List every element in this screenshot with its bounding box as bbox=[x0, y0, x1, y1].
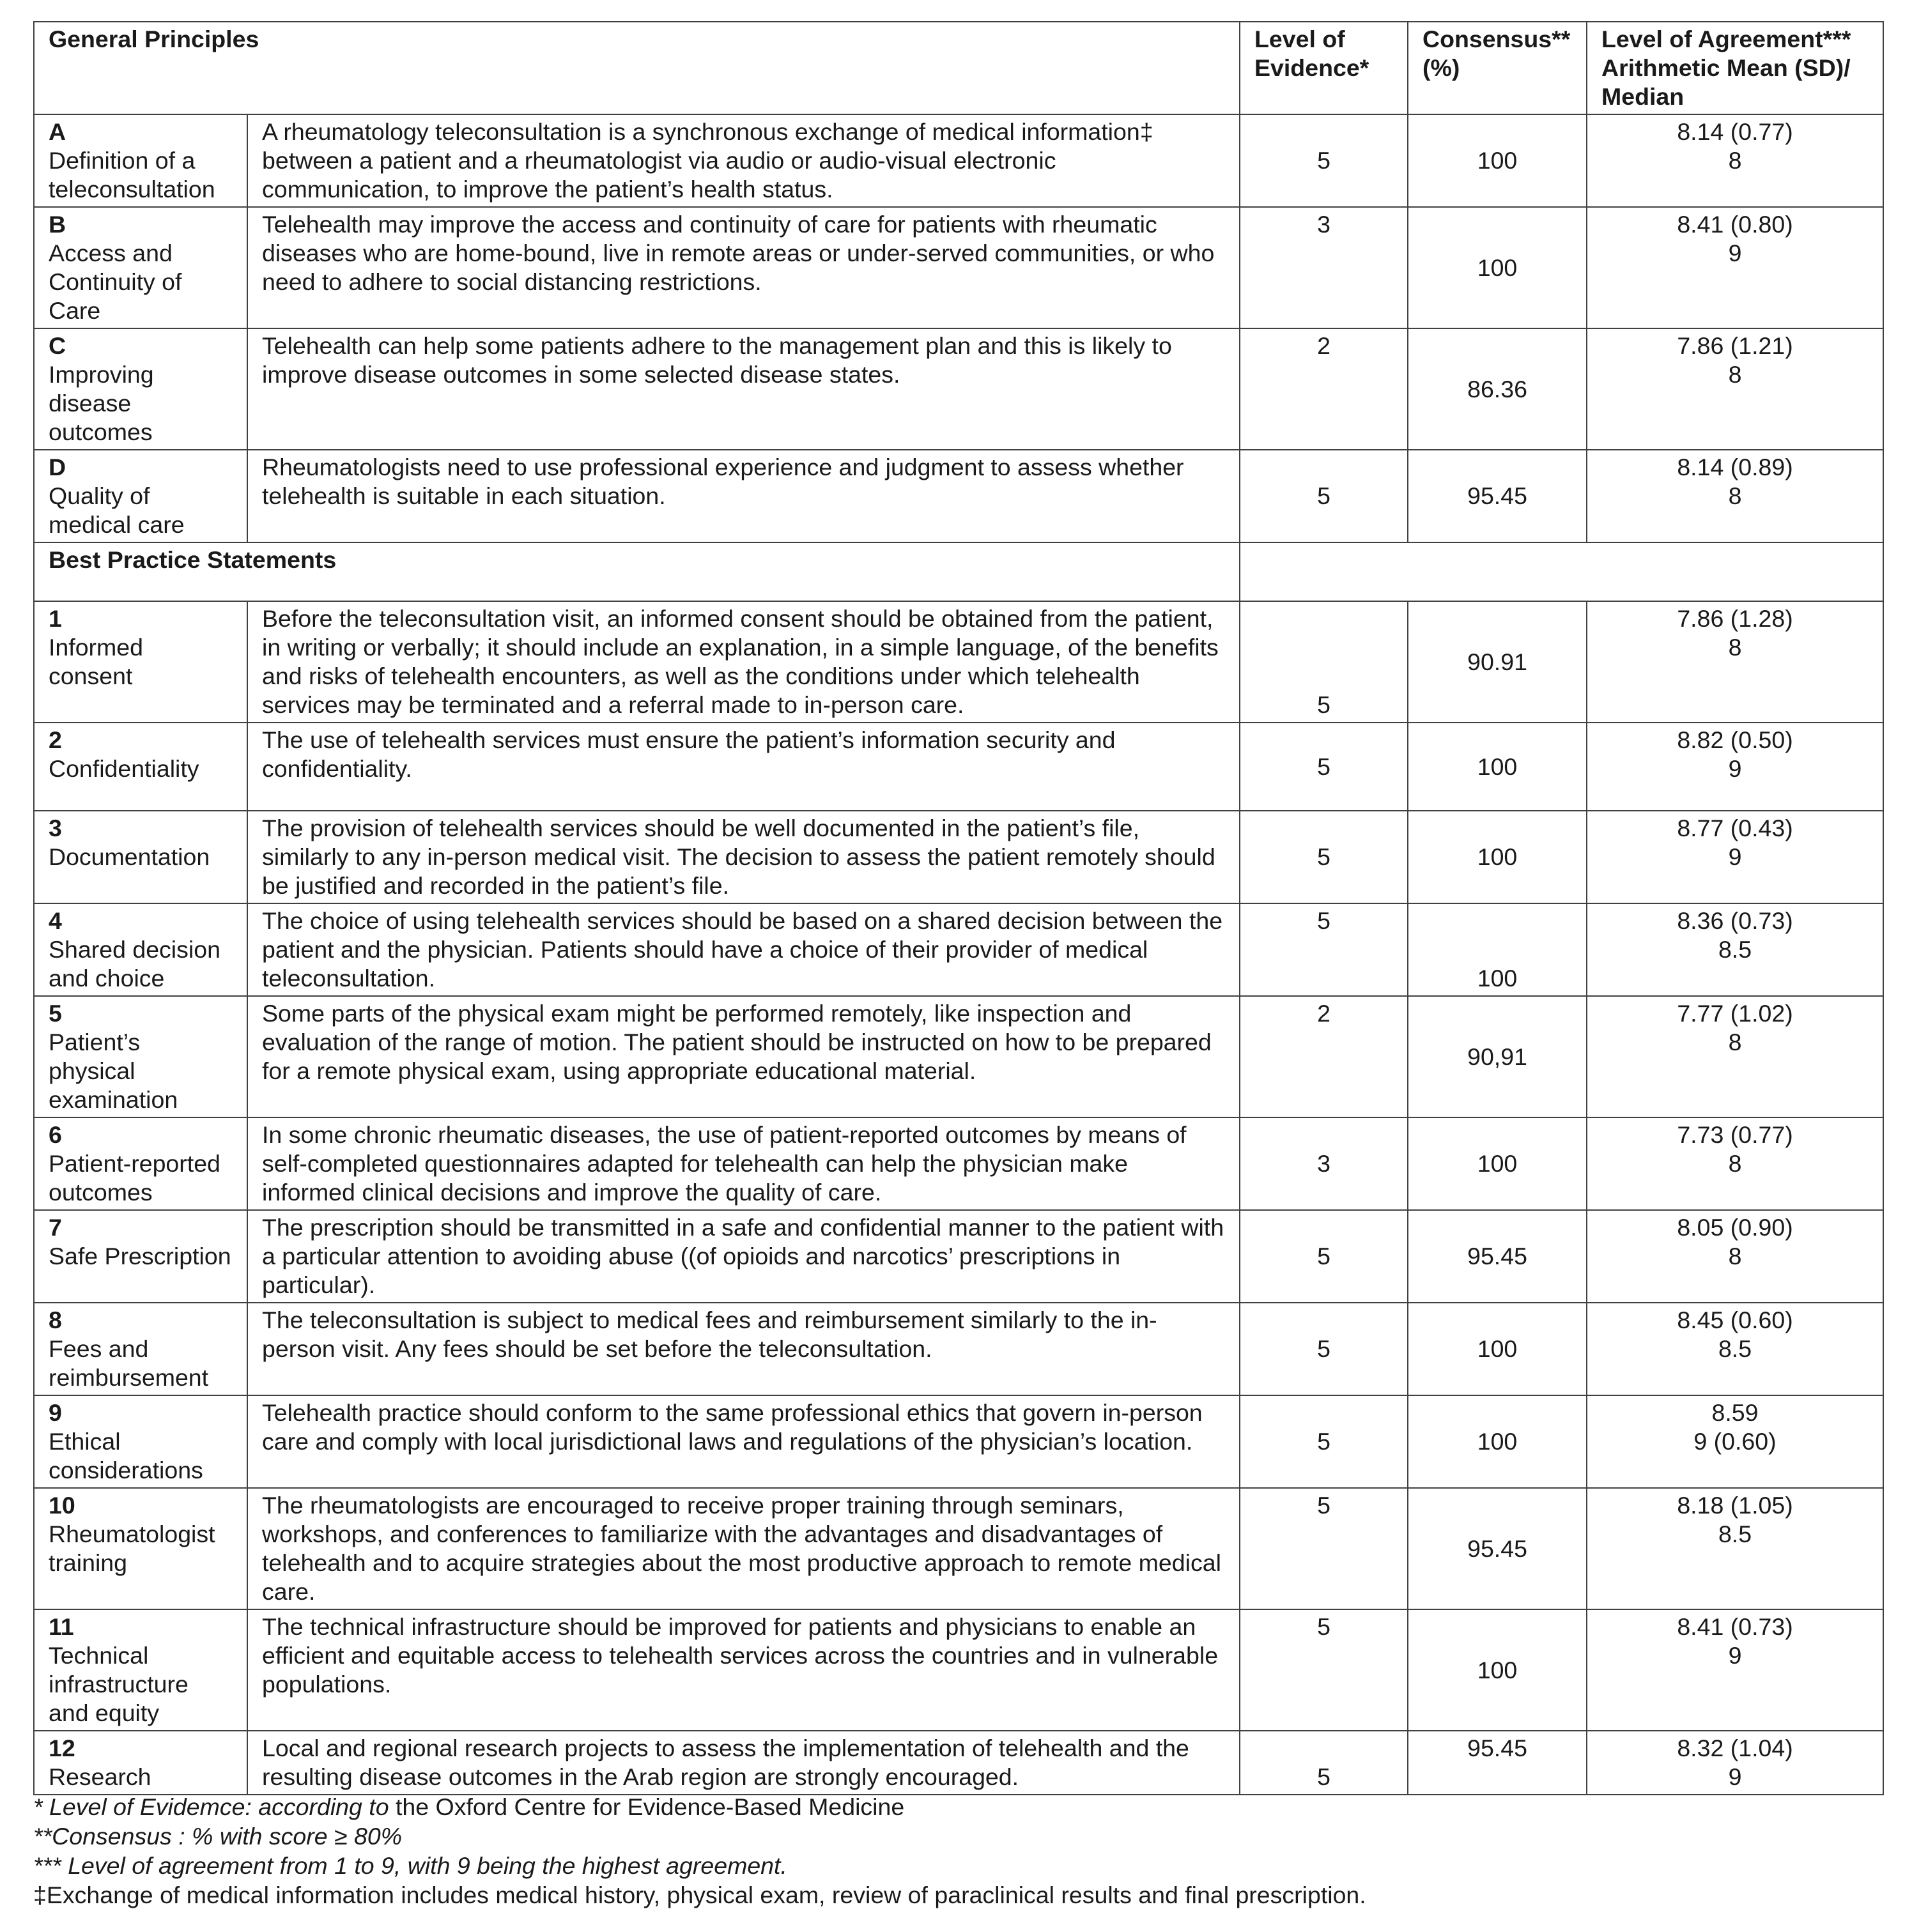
statement-cell: Telehealth may improve the access and continuity of care for patients with rheumatic diseases who are home-bound, live in remote areas or under-served communities, or who need to adhere to social distancing restrictions. bbox=[247, 207, 1240, 328]
level-of-evidence-cell: 5 bbox=[1240, 1609, 1408, 1731]
row-code: 2 bbox=[49, 726, 62, 753]
footnote-1-italic: * Level of Evidemce: according to bbox=[33, 1793, 389, 1820]
level-of-evidence-cell: 5 bbox=[1240, 114, 1408, 207]
agreement-header: Level of Agreement*** Arithmetic Mean (SD)/ Median bbox=[1587, 22, 1883, 114]
agreement-median: 8 bbox=[1728, 361, 1742, 388]
agreement-mean: 8.45 (0.60) bbox=[1677, 1307, 1793, 1333]
agreement-mean: 7.86 (1.21) bbox=[1677, 332, 1793, 359]
statement-cell: A rheumatology teleconsultation is a synchronous exchange of medical information‡ between a patient and a rheumatologist via audio or audio-visual electronic communication, to improve the patient’s health status. bbox=[247, 114, 1240, 207]
agreement-mean: 7.77 (1.02) bbox=[1677, 1000, 1793, 1027]
consensus-cell: 100 bbox=[1408, 1609, 1587, 1731]
row-topic: Quality of medical care bbox=[49, 482, 185, 538]
topic-cell bbox=[34, 723, 247, 811]
agreement-median: 9 bbox=[1728, 1642, 1742, 1669]
topic-cell bbox=[34, 1395, 247, 1488]
table-row bbox=[34, 811, 1883, 903]
consensus-cell: 100 bbox=[1408, 903, 1587, 996]
consensus-cell: 100 bbox=[1408, 114, 1587, 207]
level-of-evidence-cell: 5 bbox=[1240, 1488, 1408, 1609]
topic-cell bbox=[34, 1117, 247, 1210]
agreement-mean: 8.41 (0.73) bbox=[1677, 1613, 1793, 1640]
agreement-cell bbox=[1587, 903, 1883, 996]
agreement-median: 9 bbox=[1728, 755, 1742, 782]
statement-cell: The choice of using telehealth services should be based on a shared decision between the patient and the physician. Patients should have a choice of their provider of medical teleconsultation. bbox=[247, 903, 1240, 996]
consensus-header: Consensus** (%) bbox=[1408, 22, 1587, 114]
level-of-evidence-cell: 5 bbox=[1240, 1303, 1408, 1395]
consensus-cell: 90.91 bbox=[1408, 601, 1587, 723]
row-topic: Fees and reimbursement bbox=[49, 1335, 209, 1391]
footnote-1-plain: the Oxford Centre for Evidence-Based Medicine bbox=[389, 1793, 905, 1820]
statement-cell: The technical infrastructure should be improved for patients and physicians to enable an efficient and equitable access to telehealth services across the countries and in vulnerable populations. bbox=[247, 1609, 1240, 1731]
agreement-median: 8 bbox=[1728, 634, 1742, 661]
consensus-cell: 95.45 bbox=[1408, 1488, 1587, 1609]
level-of-evidence-cell: 3 bbox=[1240, 1117, 1408, 1210]
table-row bbox=[34, 1731, 1883, 1795]
row-topic: Documentation bbox=[49, 843, 210, 870]
topic-cell bbox=[34, 1210, 247, 1303]
consensus-cell: 95.45 bbox=[1408, 1731, 1587, 1795]
topic-cell bbox=[34, 114, 247, 207]
statement-cell: The provision of telehealth services should be well documented in the patient’s file, similarly to any in-person medical visit. The decision to assess the patient remotely should be justified and recorded in the patient’s file. bbox=[247, 811, 1240, 903]
agreement-mean: 8.36 (0.73) bbox=[1677, 907, 1793, 934]
footnote-consensus: **Consensus : % with score ≥ 80% bbox=[33, 1823, 403, 1850]
topic-cell bbox=[34, 1303, 247, 1395]
agreement-median: 8 bbox=[1728, 1029, 1742, 1055]
footnotes bbox=[33, 1792, 1874, 1910]
level-of-evidence-cell: 5 bbox=[1240, 601, 1408, 723]
table-row bbox=[34, 1117, 1883, 1210]
level-of-evidence-cell: 2 bbox=[1240, 328, 1408, 450]
agreement-mean: 7.86 (1.28) bbox=[1677, 605, 1793, 632]
agreement-cell bbox=[1587, 996, 1883, 1117]
best-practice-heading-row bbox=[34, 542, 1883, 601]
statement-cell: The teleconsultation is subject to medical fees and reimbursement similarly to the in-person visit. Any fees should be set before the teleconsultation. bbox=[247, 1303, 1240, 1395]
table-row bbox=[34, 1488, 1883, 1609]
agreement-mean: 8.05 (0.90) bbox=[1677, 1214, 1793, 1241]
consensus-cell: 90,91 bbox=[1408, 996, 1587, 1117]
agreement-cell bbox=[1587, 1395, 1883, 1488]
statement-cell: Telehealth practice should conform to the same professional ethics that govern in-person care and comply with local jurisdictional laws and regulations of the physician’s location. bbox=[247, 1395, 1240, 1488]
table-row bbox=[34, 114, 1883, 207]
table-row bbox=[34, 723, 1883, 811]
row-code: 10 bbox=[49, 1492, 75, 1519]
row-topic: Access and Continuity of Care bbox=[49, 240, 182, 324]
agreement-mean: 8.18 (1.05) bbox=[1677, 1492, 1793, 1519]
agreement-mean: 8.59 bbox=[1711, 1399, 1759, 1426]
footnote-level-of-evidence bbox=[33, 1792, 1874, 1821]
statement-cell: In some chronic rheumatic diseases, the use of patient-reported outcomes by means of self-completed questionnaires adapted for telehealth can help the physician make informed clinical decisions and improve the quality of care. bbox=[247, 1117, 1240, 1210]
best-practice-heading: Best Practice Statements bbox=[34, 542, 1240, 601]
agreement-cell bbox=[1587, 723, 1883, 811]
topic-cell bbox=[34, 1488, 247, 1609]
statement-cell: Rheumatologists need to use professional experience and judgment to assess whether telehealth is suitable in each situation. bbox=[247, 450, 1240, 542]
agreement-cell bbox=[1587, 1488, 1883, 1609]
row-code: 7 bbox=[49, 1214, 62, 1241]
row-topic: Confidentiality bbox=[49, 755, 199, 782]
topic-cell bbox=[34, 1731, 247, 1795]
agreement-mean: 8.14 (0.77) bbox=[1677, 118, 1793, 145]
consensus-cell: 100 bbox=[1408, 723, 1587, 811]
row-topic: Safe Prescription bbox=[49, 1243, 231, 1269]
level-of-evidence-cell: 5 bbox=[1240, 1210, 1408, 1303]
agreement-median: 8.5 bbox=[1718, 1335, 1752, 1362]
table-row bbox=[34, 996, 1883, 1117]
statement-cell: Telehealth can help some patients adhere to the management plan and this is likely to improve disease outcomes in some selected disease states. bbox=[247, 328, 1240, 450]
consensus-cell: 95.45 bbox=[1408, 1210, 1587, 1303]
agreement-cell bbox=[1587, 328, 1883, 450]
agreement-cell bbox=[1587, 811, 1883, 903]
general-principles-body bbox=[34, 114, 1883, 542]
level-of-evidence-cell: 3 bbox=[1240, 207, 1408, 328]
table-row bbox=[34, 450, 1883, 542]
agreement-cell bbox=[1587, 207, 1883, 328]
row-code: 6 bbox=[49, 1121, 62, 1148]
row-topic: Patient’s physical examination bbox=[49, 1029, 178, 1113]
topic-cell bbox=[34, 450, 247, 542]
consensus-cell: 95.45 bbox=[1408, 450, 1587, 542]
level-of-evidence-cell: 5 bbox=[1240, 1731, 1408, 1795]
agreement-median: 9 bbox=[1728, 1763, 1742, 1790]
topic-cell bbox=[34, 903, 247, 996]
statement-cell: The rheumatologists are encouraged to receive proper training through seminars, workshops, and conferences to familiarize with the advantages and disadvantages of telehealth and to acquire strategies about the most productive approach to remote medical care. bbox=[247, 1488, 1240, 1609]
agreement-cell bbox=[1587, 114, 1883, 207]
topic-cell bbox=[34, 996, 247, 1117]
row-code: B bbox=[49, 211, 66, 238]
level-of-evidence-cell: 5 bbox=[1240, 450, 1408, 542]
table-header-row bbox=[34, 22, 1883, 114]
agreement-mean: 8.82 (0.50) bbox=[1677, 726, 1793, 753]
agreement-median: 9 bbox=[1728, 843, 1742, 870]
level-of-evidence-header: Level of Evidence* bbox=[1240, 22, 1408, 114]
consensus-cell: 100 bbox=[1408, 1395, 1587, 1488]
agreement-cell bbox=[1587, 1303, 1883, 1395]
consensus-cell: 100 bbox=[1408, 1303, 1587, 1395]
table-row bbox=[34, 1609, 1883, 1731]
statement-cell: Some parts of the physical exam might be performed remotely, like inspection and evaluation of the range of motion. The patient should be instructed on how to be prepared for a remote physical exam, using appropriate educational material. bbox=[247, 996, 1240, 1117]
table-row bbox=[34, 328, 1883, 450]
row-code: 1 bbox=[49, 605, 62, 632]
row-code: 9 bbox=[49, 1399, 62, 1426]
row-code: C bbox=[49, 332, 66, 359]
topic-cell bbox=[34, 811, 247, 903]
consensus-cell: 100 bbox=[1408, 1117, 1587, 1210]
table-row bbox=[34, 207, 1883, 328]
row-topic: Patient-reported outcomes bbox=[49, 1150, 220, 1206]
topic-cell bbox=[34, 328, 247, 450]
table-row bbox=[34, 1395, 1883, 1488]
row-code: A bbox=[49, 118, 66, 145]
row-topic: Shared decision and choice bbox=[49, 936, 220, 992]
agreement-median: 8 bbox=[1728, 1243, 1742, 1269]
general-principles-heading: General Principles bbox=[34, 22, 1240, 114]
agreement-median: 8 bbox=[1728, 1150, 1742, 1177]
row-topic: Ethical considerations bbox=[49, 1428, 203, 1483]
row-topic: Technical infrastructure and equity bbox=[49, 1642, 189, 1726]
topic-cell bbox=[34, 207, 247, 328]
agreement-cell bbox=[1587, 601, 1883, 723]
row-code: 11 bbox=[49, 1613, 74, 1640]
agreement-median: 9 (0.60) bbox=[1693, 1428, 1777, 1455]
level-of-evidence-cell: 5 bbox=[1240, 811, 1408, 903]
row-topic: Informed consent bbox=[49, 634, 143, 689]
footnote-exchange: ‡Exchange of medical information includes medical history, physical exam, review of paraclinical results and final prescription. bbox=[33, 1882, 1366, 1908]
agreement-mean: 8.14 (0.89) bbox=[1677, 454, 1793, 480]
agreement-cell bbox=[1587, 1117, 1883, 1210]
agreement-cell bbox=[1587, 1210, 1883, 1303]
row-code: 12 bbox=[49, 1735, 75, 1761]
statement-cell: Local and regional research projects to assess the implementation of telehealth and the resulting disease outcomes in the Arab region are strongly encouraged. bbox=[247, 1731, 1240, 1795]
agreement-mean: 8.77 (0.43) bbox=[1677, 815, 1793, 841]
agreement-median: 8 bbox=[1728, 482, 1742, 509]
recommendations-table bbox=[33, 21, 1884, 1795]
row-topic: Research bbox=[49, 1763, 151, 1790]
level-of-evidence-cell: 5 bbox=[1240, 723, 1408, 811]
row-code: D bbox=[49, 454, 66, 480]
agreement-mean: 8.41 (0.80) bbox=[1677, 211, 1793, 238]
level-of-evidence-cell: 5 bbox=[1240, 1395, 1408, 1488]
best-practice-body bbox=[34, 601, 1883, 1795]
row-topic: Definition of a teleconsultation bbox=[49, 147, 215, 203]
consensus-cell: 86.36 bbox=[1408, 328, 1587, 450]
level-of-evidence-cell: 5 bbox=[1240, 903, 1408, 996]
statement-cell: The use of telehealth services must ensure the patient’s information security and confidentiality. bbox=[247, 723, 1240, 811]
best-practice-heading-empty-cell bbox=[1240, 542, 1883, 601]
row-code: 5 bbox=[49, 1000, 62, 1027]
row-topic: Improving disease outcomes bbox=[49, 361, 154, 445]
agreement-median: 9 bbox=[1728, 240, 1742, 266]
topic-cell bbox=[34, 1609, 247, 1731]
consensus-cell: 100 bbox=[1408, 207, 1587, 328]
footnote-agreement: *** Level of agreement from 1 to 9, with 9 being the highest agreement. bbox=[33, 1852, 787, 1879]
row-topic: Rheumatologist training bbox=[49, 1521, 215, 1576]
agreement-median: 8 bbox=[1728, 147, 1742, 174]
table-row bbox=[34, 1210, 1883, 1303]
agreement-mean: 8.32 (1.04) bbox=[1677, 1735, 1793, 1761]
agreement-median: 8.5 bbox=[1718, 936, 1752, 963]
agreement-cell bbox=[1587, 1731, 1883, 1795]
table-row bbox=[34, 1303, 1883, 1395]
agreement-cell bbox=[1587, 450, 1883, 542]
row-code: 3 bbox=[49, 815, 62, 841]
consensus-cell: 100 bbox=[1408, 811, 1587, 903]
best-practice-section bbox=[34, 542, 1883, 601]
row-code: 8 bbox=[49, 1307, 62, 1333]
statement-cell: Before the teleconsultation visit, an informed consent should be obtained from the patient, in writing or verbally; it should include an explanation, in a simple language, of the benefits and risks of telehealth encounters, as well as the conditions under which telehealth services may be terminated and a referral made to in-person care. bbox=[247, 601, 1240, 723]
topic-cell bbox=[34, 601, 247, 723]
agreement-median: 8.5 bbox=[1718, 1521, 1752, 1547]
row-code: 4 bbox=[49, 907, 62, 934]
table-row bbox=[34, 903, 1883, 996]
table-row bbox=[34, 601, 1883, 723]
agreement-cell bbox=[1587, 1609, 1883, 1731]
statement-cell: The prescription should be transmitted in a safe and confidential manner to the patient with a particular attention to avoiding abuse ((of opioids and narcotics’ prescriptions in particular). bbox=[247, 1210, 1240, 1303]
agreement-mean: 7.73 (0.77) bbox=[1677, 1121, 1793, 1148]
level-of-evidence-cell: 2 bbox=[1240, 996, 1408, 1117]
